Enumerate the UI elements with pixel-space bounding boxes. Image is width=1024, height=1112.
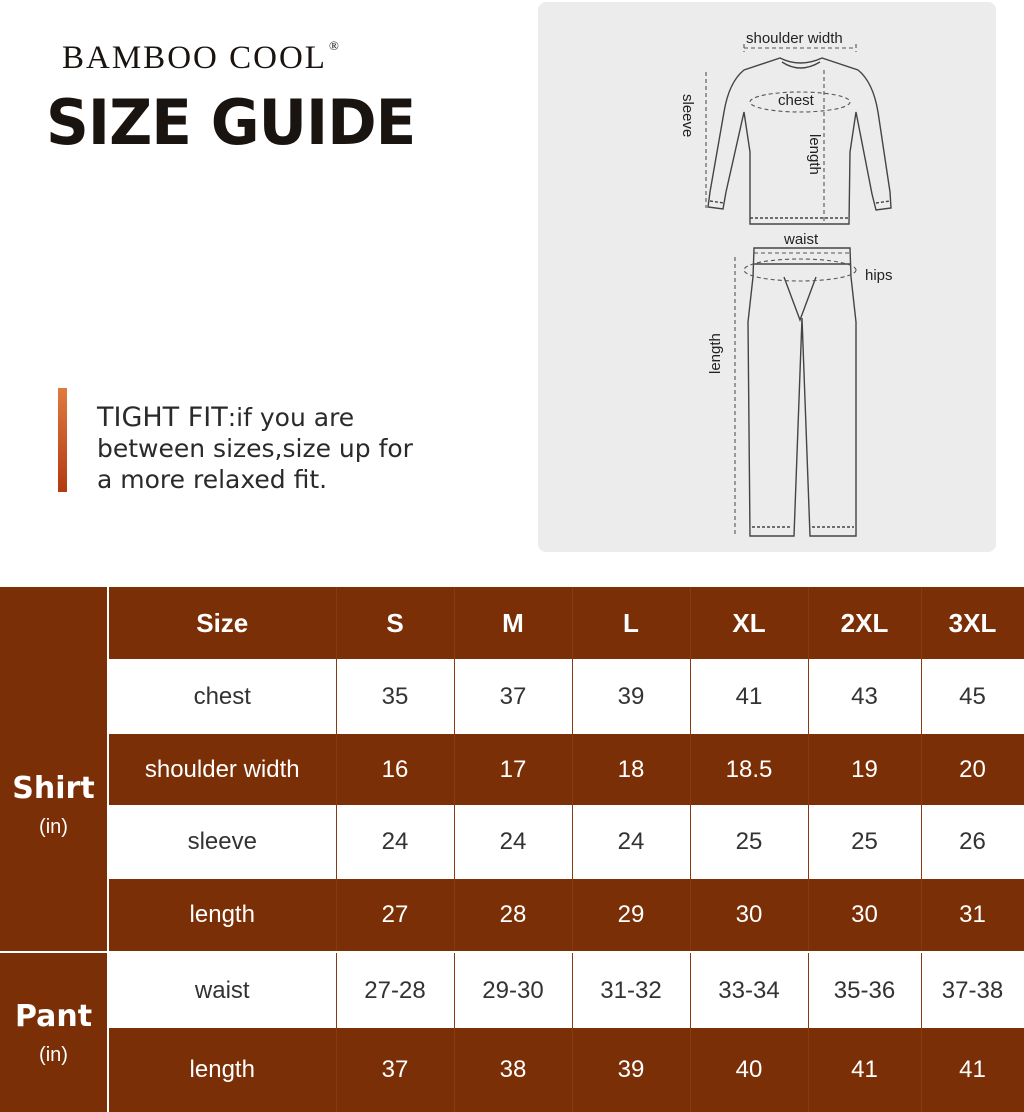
table-cell: 19: [808, 734, 921, 805]
table-row: [0, 952, 1024, 1028]
table-cell: 29: [572, 879, 690, 952]
header-size: S: [336, 587, 454, 659]
table-cell: 24: [454, 805, 572, 879]
table-cell: 39: [572, 659, 690, 734]
table-cell: 41: [690, 659, 808, 734]
table-cell: 30: [690, 879, 808, 952]
label-pant-length: length: [707, 333, 724, 374]
fit-note: [97, 402, 427, 495]
table-cell: 35-36: [808, 952, 921, 1028]
registered-mark: ®: [328, 38, 339, 53]
table-cell: 39: [572, 1028, 690, 1112]
group-unit: (in): [39, 1043, 68, 1066]
brand-name: BAMBOO COOL: [62, 40, 327, 76]
brand-logo: [62, 38, 339, 77]
group-pant: [0, 952, 108, 1112]
measure-label: chest: [108, 659, 336, 734]
header-size: 3XL: [921, 587, 1024, 659]
table-cell: 18: [572, 734, 690, 805]
table-cell: 37: [454, 659, 572, 734]
group-unit: (in): [39, 816, 68, 838]
table-cell: 30: [808, 879, 921, 952]
label-waist: waist: [784, 231, 819, 248]
table-row: [0, 805, 1024, 879]
measure-label: length: [108, 879, 336, 952]
table-cell: 45: [921, 659, 1024, 734]
table-row: [0, 1028, 1024, 1112]
table-cell: 37: [336, 1028, 454, 1112]
table-cell: 37-38: [921, 952, 1024, 1028]
label-hips: hips: [865, 267, 893, 284]
table-cell: 31-32: [572, 952, 690, 1028]
table-row: [0, 879, 1024, 952]
measure-label: sleeve: [108, 805, 336, 879]
measurement-diagram: [538, 2, 996, 552]
header-size-label: Size: [108, 587, 336, 659]
label-chest: chest: [778, 92, 814, 109]
table-cell: 24: [336, 805, 454, 879]
page-title: SIZE GUIDE: [46, 86, 416, 159]
group-name: Shirt: [12, 771, 95, 806]
table-cell: 27: [336, 879, 454, 952]
group-name: Pant: [14, 998, 93, 1034]
pant-outline: [748, 248, 856, 536]
header-size: L: [572, 587, 690, 659]
label-shirt-length: length: [806, 134, 823, 175]
table-cell: 41: [921, 1028, 1024, 1112]
group-shirt: [0, 659, 108, 952]
table-header-row: [0, 587, 1024, 659]
table-cell: 20: [921, 734, 1024, 805]
label-sleeve: sleeve: [679, 94, 696, 138]
label-shoulder-width: shoulder width: [746, 30, 843, 47]
table-cell: 41: [808, 1028, 921, 1112]
table-cell: 33-34: [690, 952, 808, 1028]
header-size: XL: [690, 587, 808, 659]
accent-bar: [58, 388, 67, 492]
size-chart-table: [0, 587, 1024, 1112]
table-cell: 24: [572, 805, 690, 879]
measure-label: shoulder width: [108, 734, 336, 805]
garment-illustration: [538, 2, 996, 552]
header-size: 2XL: [808, 587, 921, 659]
table-cell: 43: [808, 659, 921, 734]
table-cell: 18.5: [690, 734, 808, 805]
table-row: [0, 659, 1024, 734]
fit-note-head: TIGHT FIT: [97, 402, 228, 433]
table-cell: 40: [690, 1028, 808, 1112]
table-cell: 38: [454, 1028, 572, 1112]
table-cell: 28: [454, 879, 572, 952]
table-cell: 31: [921, 879, 1024, 952]
header-corner: [0, 587, 108, 659]
table-cell: 29-30: [454, 952, 572, 1028]
measure-label: waist: [108, 952, 336, 1028]
table-cell: 26: [921, 805, 1024, 879]
measure-label: length: [108, 1028, 336, 1112]
table-cell: 27-28: [336, 952, 454, 1028]
table-cell: 35: [336, 659, 454, 734]
header-size: M: [454, 587, 572, 659]
table-cell: 25: [808, 805, 921, 879]
table-cell: 17: [454, 734, 572, 805]
measure-guides: [706, 44, 856, 536]
table-cell: 25: [690, 805, 808, 879]
table-cell: 16: [336, 734, 454, 805]
shirt-outline: [708, 58, 891, 224]
table-row: [0, 734, 1024, 805]
fit-note-text: :if you are between sizes,size up for a more relaxed fit.: [97, 403, 413, 494]
